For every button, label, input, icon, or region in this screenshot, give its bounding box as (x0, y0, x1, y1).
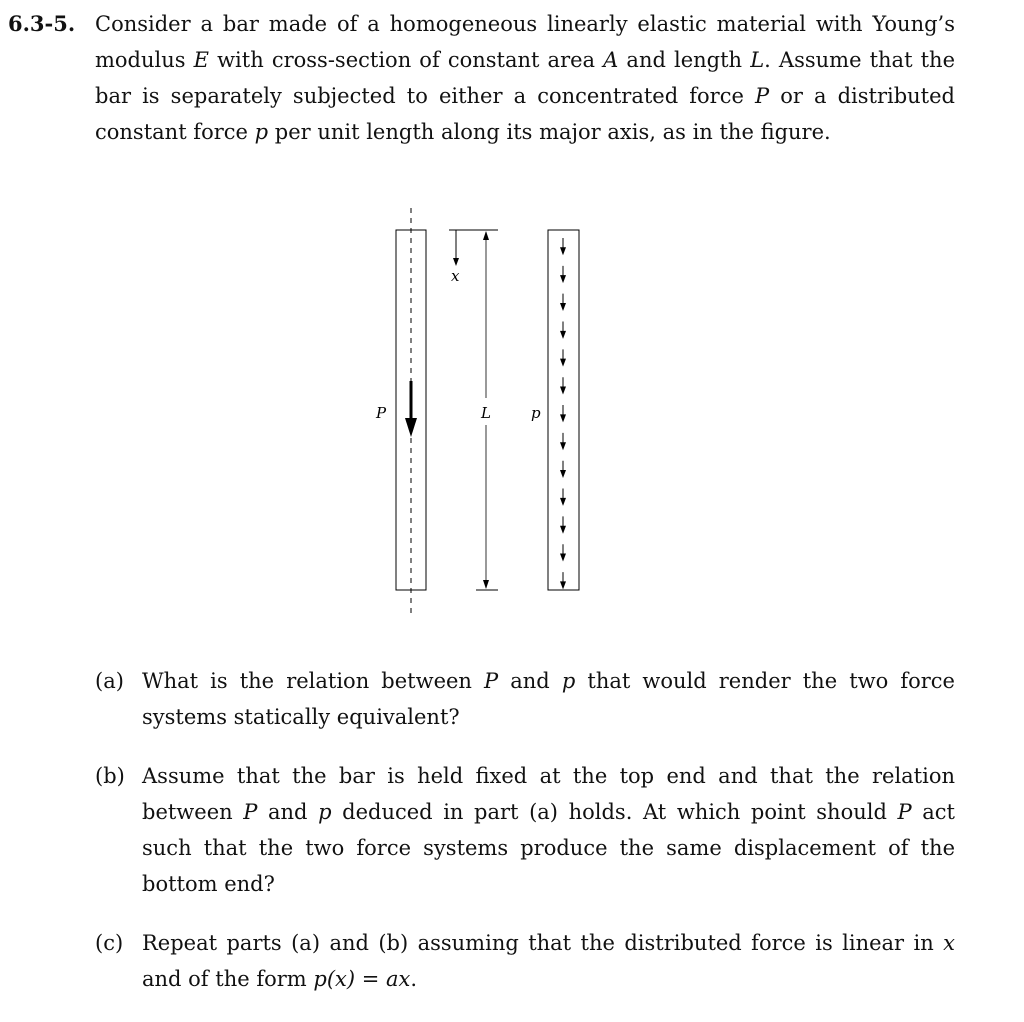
distributed-arrowhead (560, 581, 566, 589)
part-a (95, 663, 955, 735)
distributed-arrowhead (560, 275, 566, 283)
var-P: P (754, 84, 770, 108)
text: per unit length along its major axis, as in the figure. (268, 120, 831, 144)
var: P (897, 800, 912, 824)
distributed-arrowhead (560, 554, 566, 562)
text: What is the relation between (142, 669, 485, 693)
part-label: (b) (95, 764, 125, 788)
var-L: L (750, 48, 765, 72)
text: Repeat parts (a) and (b) assuming that the distributed force is linear in (142, 931, 944, 955)
part-label: (c) (95, 931, 124, 955)
part-text (142, 925, 955, 997)
text: deduced in part (a) holds. At which point should (331, 800, 898, 824)
force-P-arrowhead (405, 418, 417, 437)
length-arrowhead-top (483, 231, 489, 240)
part-text (142, 758, 955, 902)
distributed-arrowhead (560, 414, 566, 422)
text: and (257, 800, 319, 824)
var: x (943, 931, 955, 955)
distributed-arrowhead (560, 331, 566, 339)
formula: p(x) = ax (313, 967, 411, 991)
text: and length (618, 48, 751, 72)
part-text (142, 663, 955, 735)
var-E: E (193, 48, 209, 72)
text: . Assume that the bar is separately subjected to either a concentrated force (95, 48, 956, 108)
part-c (95, 925, 955, 997)
text: or a distributed constant force (95, 84, 955, 144)
distributed-arrowhead (560, 359, 566, 367)
distributed-arrowhead (560, 303, 566, 311)
text: and (498, 669, 562, 693)
distributed-force-arrows (560, 238, 566, 589)
part-b (95, 758, 955, 902)
label-x: x (451, 267, 460, 285)
distributed-arrowhead (560, 442, 566, 450)
var: P (484, 669, 499, 693)
label-p: p (531, 404, 541, 422)
distributed-arrowhead (560, 387, 566, 395)
text: and of the form (142, 967, 314, 991)
length-arrowhead-bottom (483, 580, 489, 589)
part-label: (a) (95, 669, 124, 693)
problem-number: 6.3-5. (8, 11, 76, 36)
text: . (410, 967, 418, 991)
text: Assume that the bar is held fixed at the top end and that the relation between (142, 764, 955, 824)
text: that would render the two force systems statically equivalent? (142, 669, 955, 729)
distributed-arrowhead (560, 498, 566, 506)
var-p: p (254, 120, 269, 144)
label-L: L (481, 404, 491, 422)
label-P: P (376, 404, 387, 422)
var: p (318, 800, 332, 824)
var-A: A (603, 48, 619, 72)
var: P (243, 800, 258, 824)
distributed-arrowhead (560, 470, 566, 478)
text: with cross-section of constant area (208, 48, 604, 72)
text: Consider a bar made of a homogeneous linearly elastic material with Young’s modulus (95, 12, 955, 72)
var: p (561, 669, 576, 693)
distributed-arrowhead (560, 526, 566, 534)
text: act such that the two force systems produce the same displacement of the bottom end? (142, 800, 955, 896)
x-arrowhead (453, 258, 459, 266)
distributed-arrowhead (560, 247, 566, 255)
